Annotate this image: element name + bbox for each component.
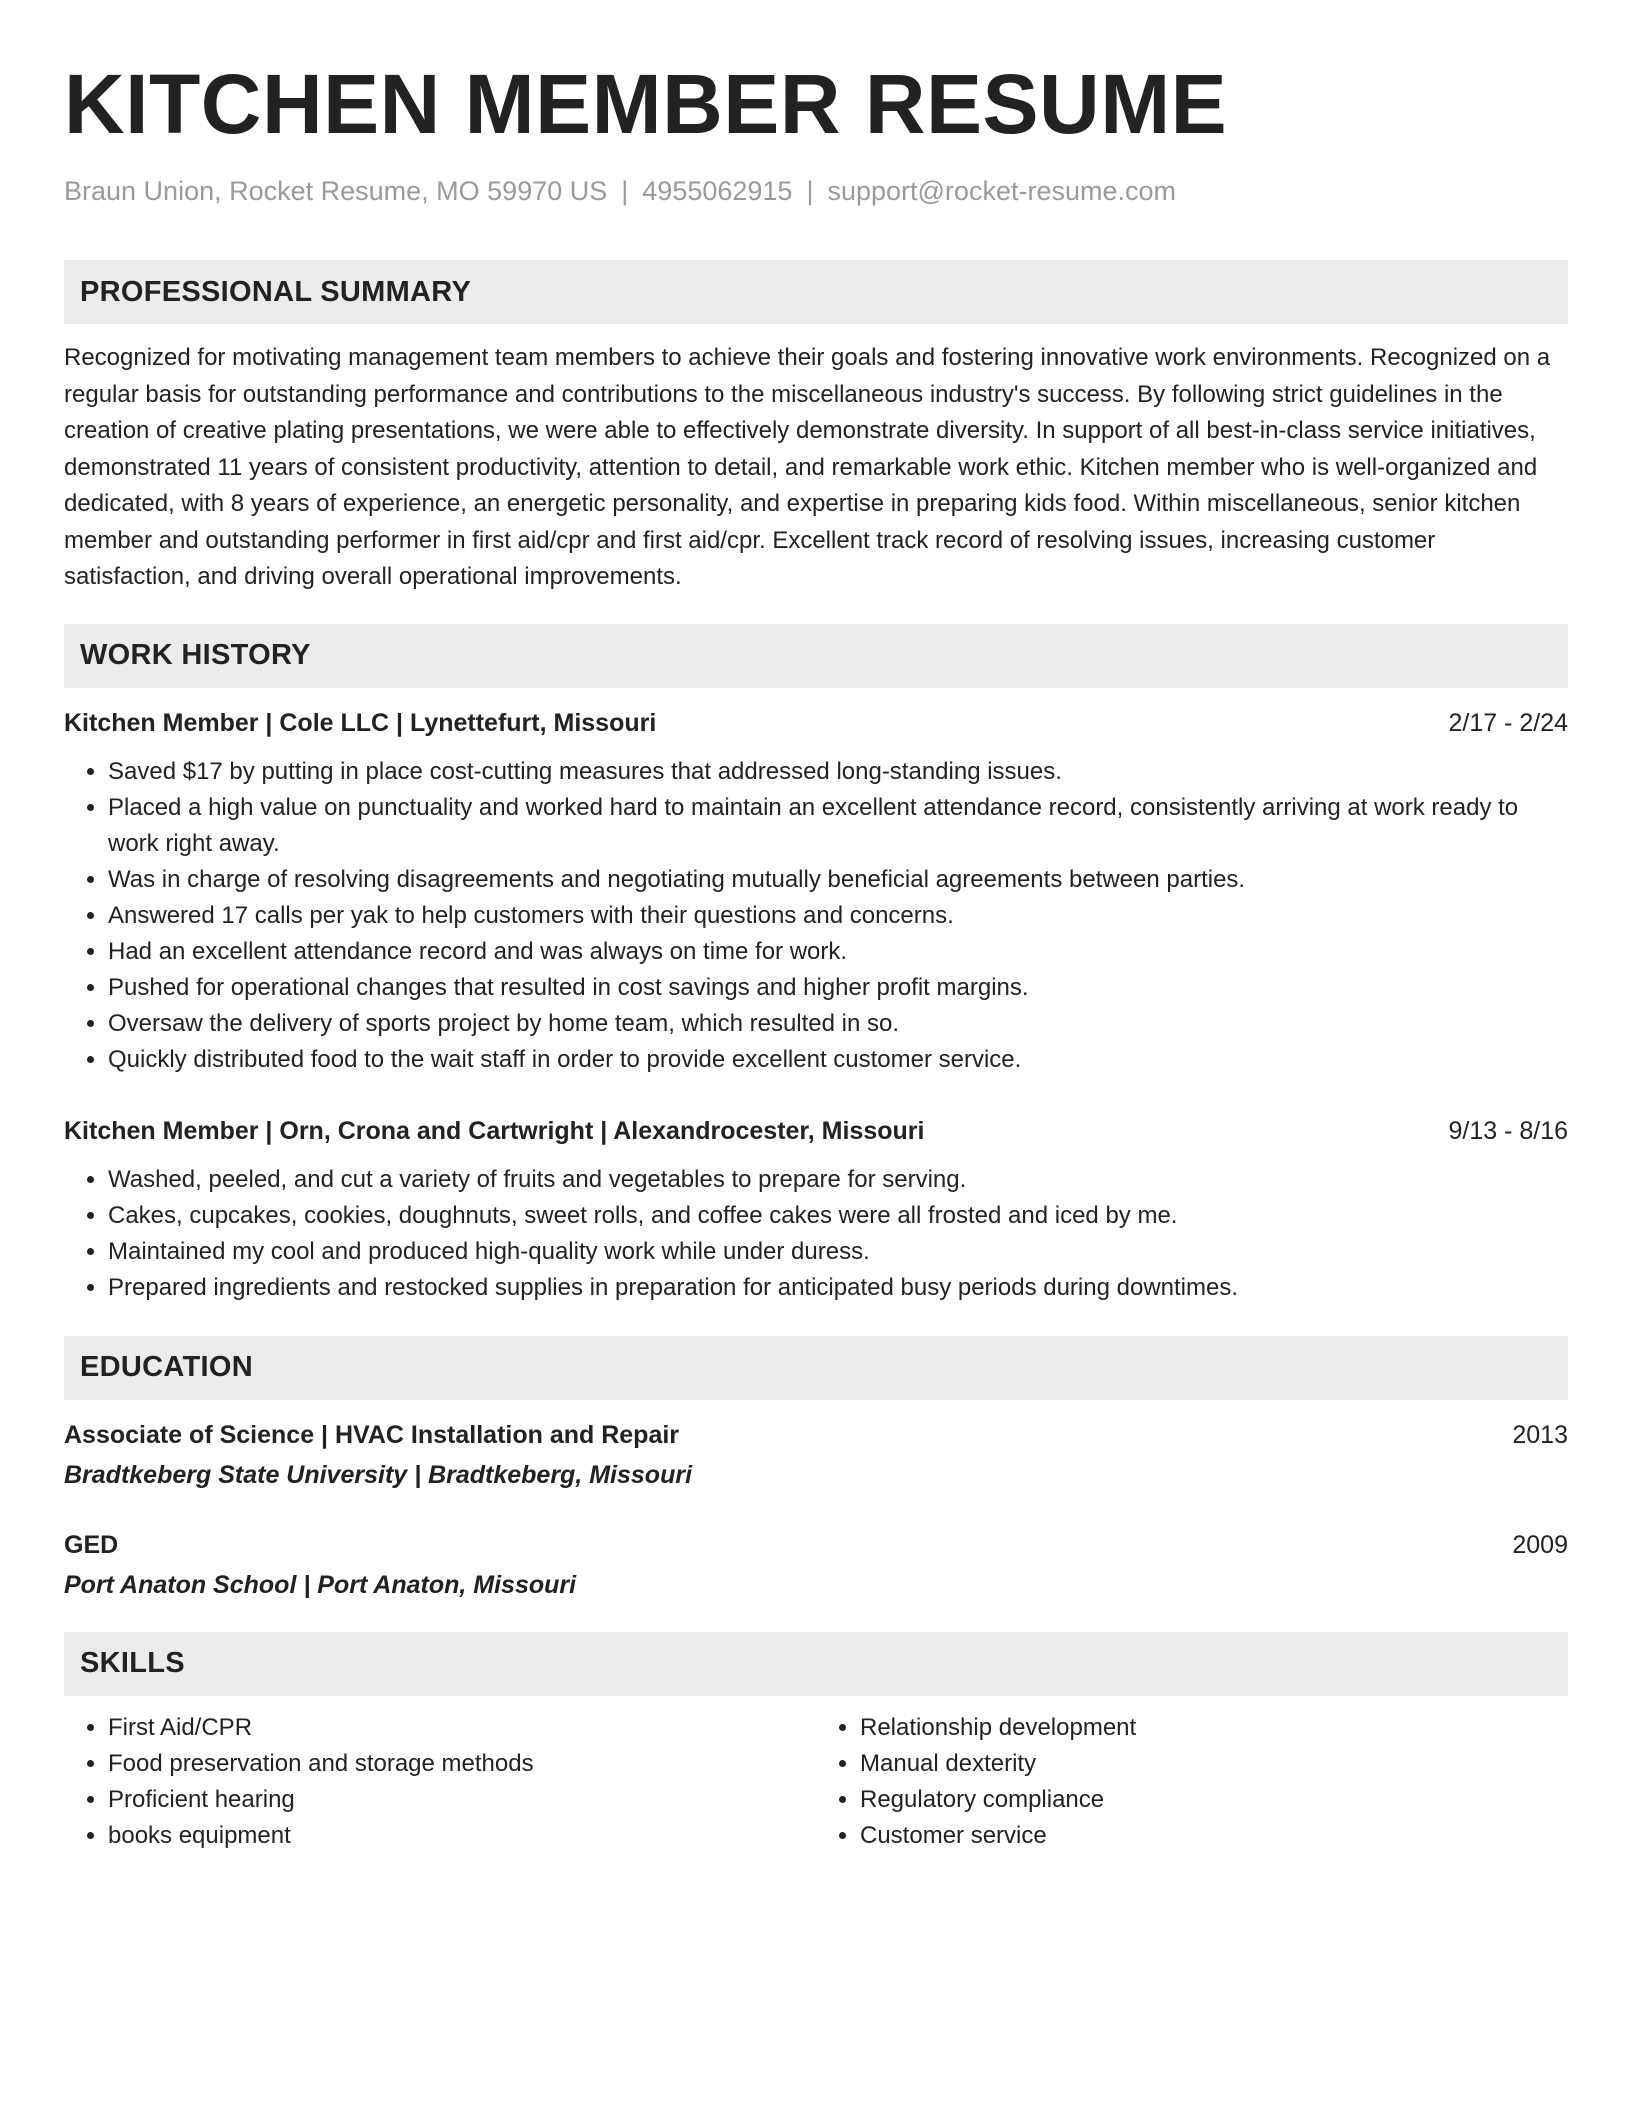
job-bullet: • Saved $17 by putting in place cost-cutting measures that addressed long-standing issues.	[108, 754, 1568, 790]
job-dates: 9/13 - 8/16	[1448, 1116, 1568, 1145]
contact-line	[64, 174, 1568, 208]
job-title: Kitchen Member | Orn, Crona and Cartwright | Alexandrocester, Missouri	[64, 1116, 925, 1145]
skills-list	[816, 1710, 1568, 1854]
skill-item: • Manual dexterity	[860, 1746, 1568, 1782]
job-bullet: • Maintained my cool and produced high-quality work while under duress.	[108, 1234, 1568, 1270]
section-heading-education: EDUCATION	[64, 1336, 1568, 1400]
skills-column-left	[64, 1710, 816, 1854]
contact-separator: |	[621, 176, 629, 206]
education-year: 2013	[1512, 1420, 1568, 1449]
skill-item: • Food preservation and storage methods	[108, 1746, 816, 1782]
section-heading-summary: PROFESSIONAL SUMMARY	[64, 260, 1568, 324]
education-header	[64, 1528, 1568, 1562]
resume-title: KITCHEN MEMBER RESUME	[64, 57, 1228, 151]
skill-item: • Relationship development	[860, 1710, 1568, 1746]
education-entry	[64, 1418, 1568, 1492]
section-heading-work-history: WORK HISTORY	[64, 624, 1568, 688]
education-degree: GED	[64, 1530, 119, 1559]
job-bullet: • Washed, peeled, and cut a variety of fruits and vegetables to prepare for serving.	[108, 1162, 1568, 1198]
education-year: 2009	[1512, 1530, 1568, 1559]
education-header	[64, 1418, 1568, 1452]
skill-item: • Customer service	[860, 1818, 1568, 1854]
education-school: Bradtkeberg State University | Bradtkeberg, Missouri	[64, 1460, 693, 1489]
job-bullet: • Prepared ingredients and restocked supplies in preparation for anticipated busy periods during downtimes.	[108, 1270, 1568, 1306]
section-heading-skills: SKILLS	[64, 1632, 1568, 1696]
skills-grid	[64, 1710, 1568, 1854]
job-header	[64, 1114, 1568, 1148]
skills-column-right	[816, 1710, 1568, 1854]
job-entry	[64, 1114, 1568, 1306]
job-bullet-list	[64, 754, 1568, 1078]
skill-item: • Proficient hearing	[108, 1782, 816, 1818]
contact-email: support@rocket-resume.com	[827, 176, 1176, 206]
job-header	[64, 706, 1568, 740]
job-bullet-list	[64, 1162, 1568, 1306]
summary-text: Recognized for motivating management team members to achieve their goals and fostering innovative work environments. Recognized on a regular basis for outstanding performance and contributions to the miscellaneous industry's success. By following strict guidelines in the creation of creative plating presentations, we were able to effectively demonstrate diversity. In support of all best-in-class service initiatives, demonstrated 11 years of consistent productivity, attention to detail, and remarkable work ethic. Kitchen member who is well-organized and dedicated, with 8 years of experience, an energetic personality, and expertise in preparing kids food. Within miscellaneous, senior kitchen member and outstanding performer in first aid/cpr and first aid/cpr. Excellent track record of resolving issues, increasing customer satisfaction, and driving overall operational improvements.	[64, 344, 1551, 590]
job-bullet: • Placed a high value on punctuality and worked hard to maintain an excellent attendance record, consistently arriving at work ready to work right away.	[108, 790, 1568, 862]
contact-address: Braun Union, Rocket Resume, MO 59970 US	[64, 176, 608, 206]
skills-list	[64, 1710, 816, 1854]
job-dates: 2/17 - 2/24	[1448, 708, 1568, 737]
job-title: Kitchen Member | Cole LLC | Lynettefurt, Missouri	[64, 708, 657, 737]
skill-item: • Regulatory compliance	[860, 1782, 1568, 1818]
job-bullet: • Answered 17 calls per yak to help customers with their questions and concerns.	[108, 898, 1568, 934]
education-degree: Associate of Science | HVAC Installation and Repair	[64, 1420, 680, 1449]
job-bullet: • Was in charge of resolving disagreements and negotiating mutually beneficial agreements between parties.	[108, 862, 1568, 898]
contact-phone: 4955062915	[642, 176, 793, 206]
job-bullet: • Had an excellent attendance record and was always on time for work.	[108, 934, 1568, 970]
job-bullet: • Oversaw the delivery of sports project by home team, which resulted in so.	[108, 1006, 1568, 1042]
job-bullet: • Quickly distributed food to the wait staff in order to provide excellent customer service.	[108, 1042, 1568, 1078]
education-entry	[64, 1528, 1568, 1602]
contact-separator: |	[806, 176, 814, 206]
job-entry	[64, 706, 1568, 1078]
job-bullet: • Pushed for operational changes that resulted in cost savings and higher profit margins.	[108, 970, 1568, 1006]
skill-item: • books equipment	[108, 1818, 816, 1854]
education-school: Port Anaton School | Port Anaton, Missouri	[64, 1570, 577, 1599]
skill-item: • First Aid/CPR	[108, 1710, 816, 1746]
job-bullet: • Cakes, cupcakes, cookies, doughnuts, sweet rolls, and coffee cakes were all frosted and iced by me.	[108, 1198, 1568, 1234]
